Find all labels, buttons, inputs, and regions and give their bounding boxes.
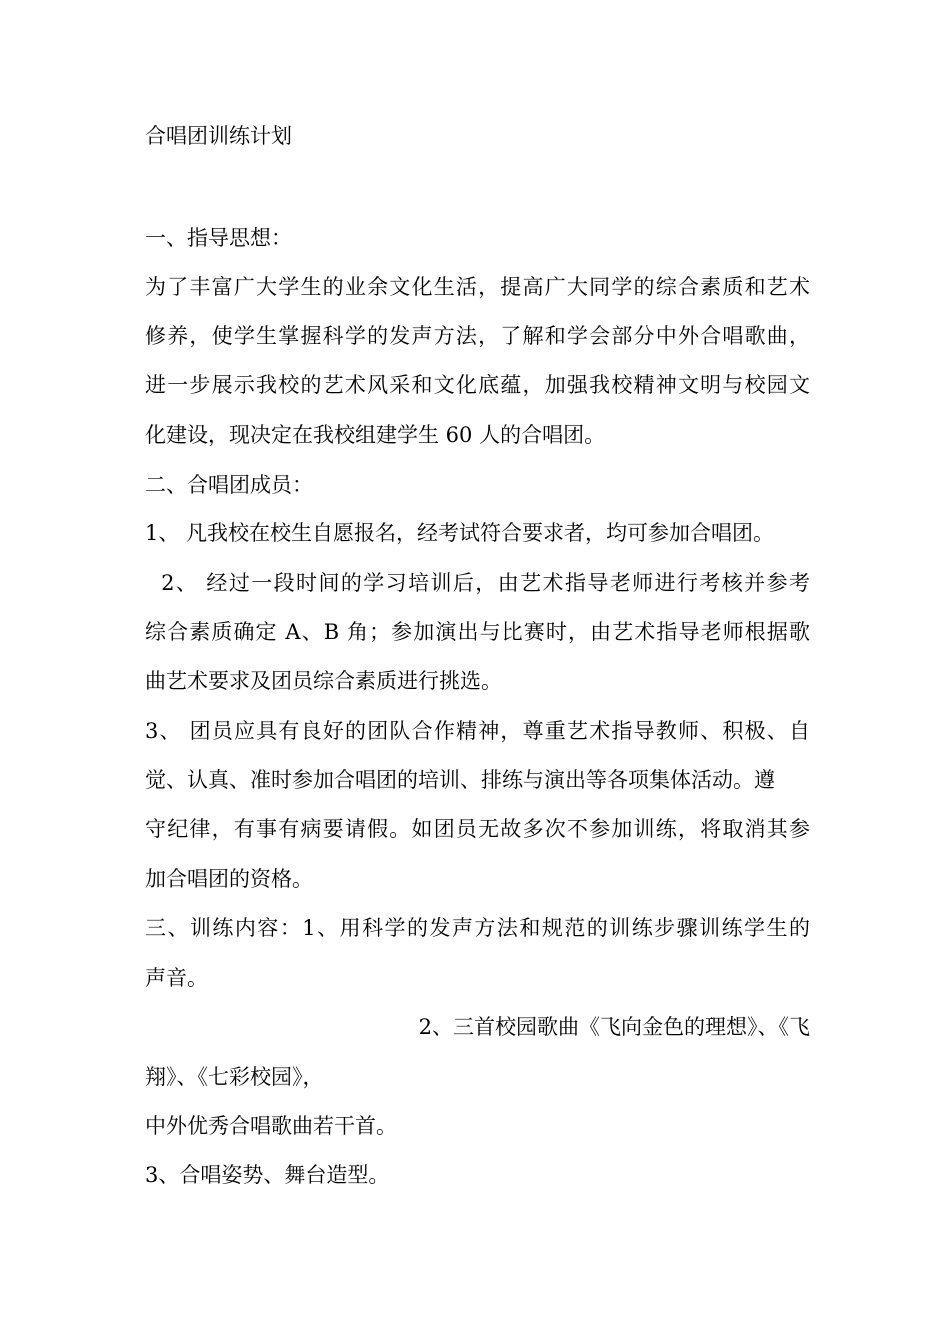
paragraph-line: 为了丰富广大学生的业余文化生活，提高广大同学的综合素质和艺术 [145, 276, 810, 299]
list-item: 3、 团员应具有良好的团队合作精神，尊重艺术指导教师、积极、自 [145, 720, 810, 743]
underlined-word: 活动 [691, 769, 733, 792]
paragraph-line: 3、合唱姿势、舞台造型。 [145, 1164, 390, 1187]
section-heading-guiding-idea: 一、指导思想： [145, 227, 292, 250]
paragraph-line: 声音。 [145, 967, 208, 990]
paragraph-line: 进一步展示我校的艺术风采和文化底蕴，加强我校精神文明与校园文 [145, 374, 810, 397]
text-run: 觉、认真、准时参加合唱团的培训、排练与演出等各项集体 [145, 769, 691, 792]
section-heading-members: 二、合唱团成员： [145, 474, 313, 497]
list-item-continuation: 曲艺术要求及团员综合素质进行挑选。 [145, 670, 502, 693]
list-item-continuation [145, 769, 810, 792]
section-training-content: 三、训练内容：1、用科学的发声方法和规范的训练步骤训练学生的 [145, 917, 810, 940]
paragraph-line: 翔》、《七彩校园》， [145, 1066, 324, 1089]
list-item: 2、 经过一段时间的学习培训后，由艺术指导老师进行考核并参考 [145, 572, 810, 595]
list-item-continuation: 加合唱团的资格。 [145, 868, 313, 891]
list-item-continuation: 综合素质确定 A、B 角；参加演出与比赛时，由艺术指导老师根据歌 [145, 621, 810, 644]
paragraph-line: 中外优秀合唱歌曲若干首。 [145, 1115, 397, 1138]
paragraph-line: 化建设，现决定在我校组建学生 60 人的合唱团。 [145, 424, 606, 447]
text-run: 。遵 [733, 769, 775, 792]
list-item-continuation: 守纪律，有事有病要请假。如团员无故多次不参加训练，将取消其参 [145, 818, 810, 841]
document-title: 合唱团训练计划 [145, 125, 292, 148]
paragraph-line: 2、三首校园歌曲《飞向金色的理想》、《飞 [418, 1016, 810, 1039]
paragraph-line: 修养，使学生掌握科学的发声方法，了解和学会部分中外合唱歌曲， [145, 325, 810, 348]
list-item: 1、 凡我校在校生自愿报名，经考试符合要求者，均可参加合唱团。 [145, 522, 775, 545]
